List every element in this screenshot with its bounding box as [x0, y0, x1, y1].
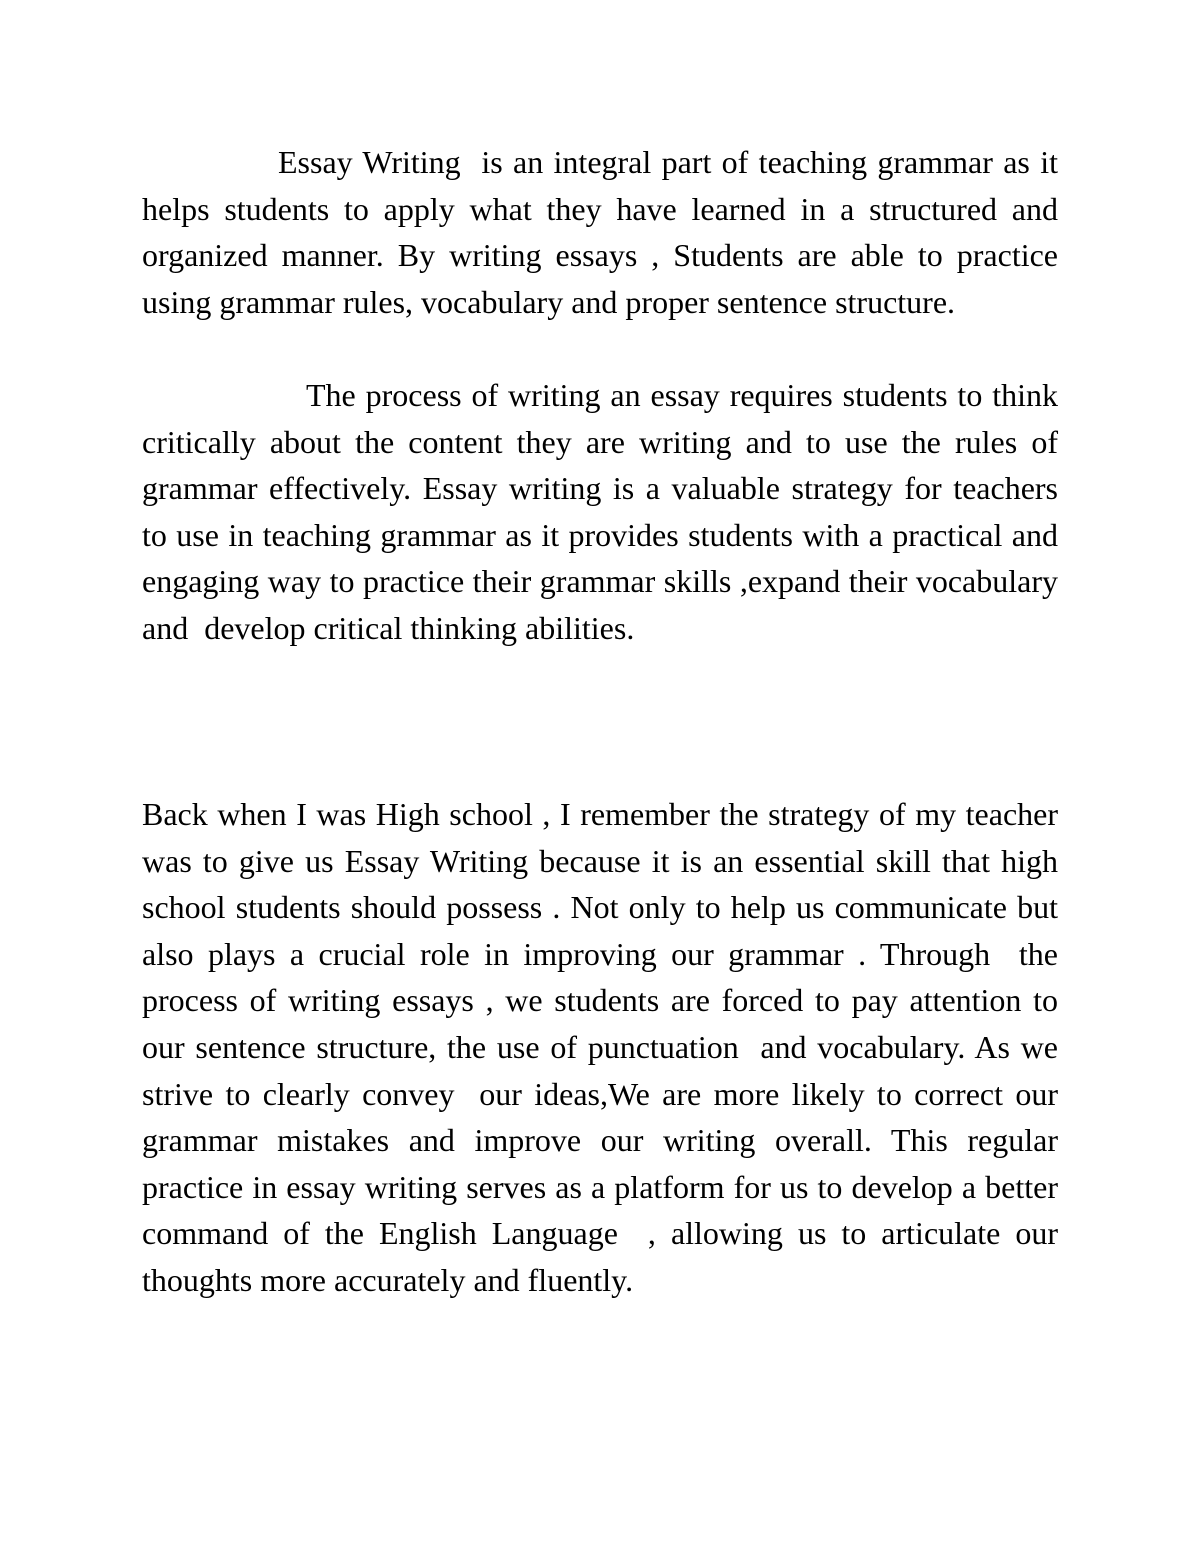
paragraph-high-school-memory: Back when I was High school , I remember the strategy of my teacher was to give us Essay Writing because it is an essential skill that high school students should possess . Not only to help us communicate but also plays a crucial role in improving our grammar . Through the process of writing essays , we students are forced to pay attention to our sentence structure, the use of punctuation and vocabulary. As we strive to clearly convey our ideas,We are more likely to correct our grammar mistakes and improve our writing overall. This regular practice in essay writing serves as a platform for us to develop a better command of the English Language , allowing us to articulate our thoughts more accurately and fluently. [142, 796, 1066, 1298]
paragraph-writing-process: The process of writing an essay requires students to think critically about the content they are writing and to use the rules of grammar effectively. Essay writing is a valuable strategy for teachers to use in teaching grammar as it provides students with a practical and engaging way to practice their grammar skills ,expand their vocabulary and develop critical thinking abilities. [142, 377, 1066, 646]
paragraph-essay-writing-intro: Essay Writing is an integral part of teaching grammar as it helps students to apply what they have learned in a structured and organized manner. By writing essays , Students are able to practice using grammar rules, vocabulary and proper sentence structure. [142, 144, 1066, 320]
